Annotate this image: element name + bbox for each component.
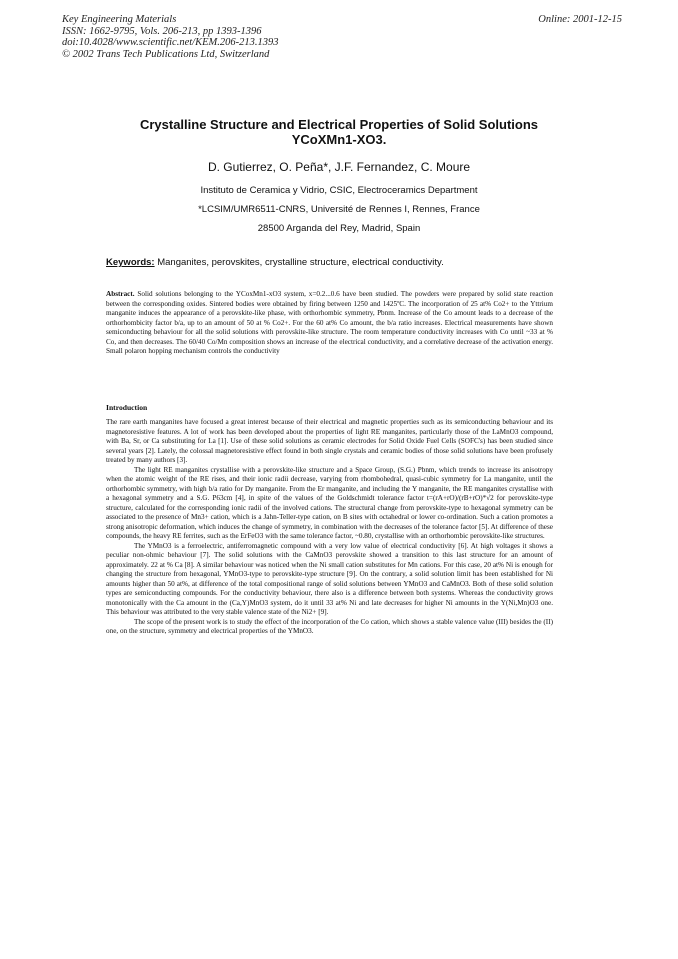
- affiliation-3: 28500 Arganda del Rey, Madrid, Spain: [257, 223, 421, 234]
- author-list: D. Gutierrez, O. Peña*, J.F. Fernandez, C. Moure: [207, 160, 471, 174]
- title-line-1: Crystalline Structure and Electrical Properties of Solid Solutions: [139, 117, 539, 132]
- introduction-body: [106, 418, 553, 637]
- journal-name: Key Engineering Materials: [62, 14, 177, 25]
- title-line-2: YCoXMn1-XO3.: [291, 132, 387, 147]
- abstract-label: Abstract.: [106, 290, 135, 298]
- paper-title: [60, 117, 618, 147]
- copyright-line: © 2002 Trans Tech Publications Ltd, Switzerland: [62, 48, 270, 60]
- affiliation-2: *LCSIM/UMR6511-CNRS, Université de Rennes I, Rennes, France: [198, 204, 480, 215]
- abstract-text: Solid solutions belonging to the YCoxMn1-xO3 system, x=0.2...0.6 have been studied. The powders were prepared by solid state reaction between the corresponding oxides. Sintered bodies were obtained by firing between 1250 and 1425ºC. The incorporation of 25 at% Co2+ to the Yttrium manganite induces the appearance of a perovskite-like phase, with orthorhombic symmetry, Pbnm. Increase of the Co amount leads to a decrease of the orthorhombicity factor b/a, up to an amount of 50 at % Co2+. For the 60 at% Co amount, the b/a ratio increases. Electrical measurements have shown semiconducting behaviour for all the solid solutions with perovskite-like structure. The room temperature conductivity increases with Co until ~33 at % Co, and then decreases. The 60/40 Co/Mn composition shows an increase of the electrical conductivity, and a correlative decrease of the activation energy. Small polaron hopping mechanism controls the conductivity: [106, 290, 553, 355]
- intro-paragraph-1: The rare earth manganites have focused a great interest because of their electrical and magnetic properties such as its semiconducting behaviour and its magnetoresistive features. A lot of work has been developed about the properties of light RE manganites, particularly those of the LaMnO3 compound, with Ba, Sr, or Ca substituting for La [1]. Use of these solid solutions as ceramic electrodes for Solid Oxide Fuel Cells (SOFC's) has been studied since several years [2]. Lately, the colossal magnetoresistive effect found in both single crystals and ceramic bodies of those solid solutions have been profusely treated by many authors [3].: [106, 418, 553, 464]
- intro-paragraph-2: The light RE manganites crystallise with a perovskite-like structure and a Space Group, (S.G.) Pbnm, which trends to increase its anisotropy when the atomic weight of the RE rises, and their ionic radii decrease, varying from rhombohedral, quasi-cubic symmetry for La manganite, until the orthorhombic symmetry, with high b/a ratio for Dy manganite. From the Er manganite, and including the Y manganite, the RE manganites crystallise with a hexagonal symmetry and a S.G. P63cm [4], in spite of the values of the Goldschmidt tolerance factor t=(rA+rO)/(rB+rO)*√2 for perovskite-type structure, calculated for the corresponding ionic radii of the involved cations. The structural change from perovskite-type to hexagonal symmetry can be associated to the presence of Mn3+ cation, which is a Jahn-Teller-type cation, on B sites with octahedral or lower co-ordination. Such a cation promotes a strong anisotropic deformation, which induces the change of symmetry, in combination with the decreases of the tolerance factor [5]. At difference of these compounds, the heavy RE ferrites, such as the ErFeO3 with the same tolerance factor, ~0.80, crystallise with an orthorhombic perovskite-like structures.: [106, 465, 553, 540]
- affiliation-1: Instituto de Ceramica y Vidrio, CSIC, Electroceramics Department: [200, 185, 478, 196]
- keywords-label: Keywords:: [106, 257, 155, 268]
- keywords: [106, 257, 556, 268]
- intro-paragraph-3: The YMnO3 is a ferroelectric, antiferromagnetic compound with a very low value of electrical conductivity [6]. At high voltages it shows a peculiar non-ohmic behaviour [7]. The solid solutions with the CaMnO3 perovskite showed a transition to this last structure for an amount of approximately. 22 at % Ca [8]. A similar behaviour was noticed when the Ni small cation substitutes for Mn cations. For this case, 20 at% Ni is enough for changing the structure from hexagonal, YMnO3-type to perovskite-type structure [9]. On the contrary, a solid solution limit has been established for Ni amounts higher than 50 at%, at difference of the total compositional range of solid solutions between YMnO3 and CaMnO3. Both of these solid solution types are semiconducting compounds. For the conductivity behaviour, there also is a difference between both systems. Whereas the conductivity grows monotonically with the Ca amount in the (Ca,Y)MnO3 system, do it until 33 at% Ni and late decreases for higher Ni amounts in the Y(Ni,Mn)O3 one. This behaviour was attributed to the very stable valence state of the Ni2+ [9].: [106, 541, 553, 616]
- keywords-text: Manganites, perovskites, crystalline structure, electrical conductivity.: [157, 257, 444, 268]
- online-date: Online: 2001-12-15: [538, 14, 622, 25]
- doi-line[interactable]: doi:10.4028/www.scientific.net/KEM.206-213.1393: [62, 37, 279, 48]
- abstract: [106, 290, 553, 357]
- journal-header: [62, 14, 622, 60]
- intro-paragraph-4: The scope of the present work is to study the effect of the incorporation of the Co cation, which shows a stable valence value (III) besides the (II) one, on the structure, symmetry and electrical properties of the YMnO3.: [106, 617, 553, 635]
- section-heading-introduction: Introduction: [106, 403, 148, 412]
- issn-line: ISSN: 1662-9795, Vols. 206-213, pp 1393-1396: [62, 25, 262, 37]
